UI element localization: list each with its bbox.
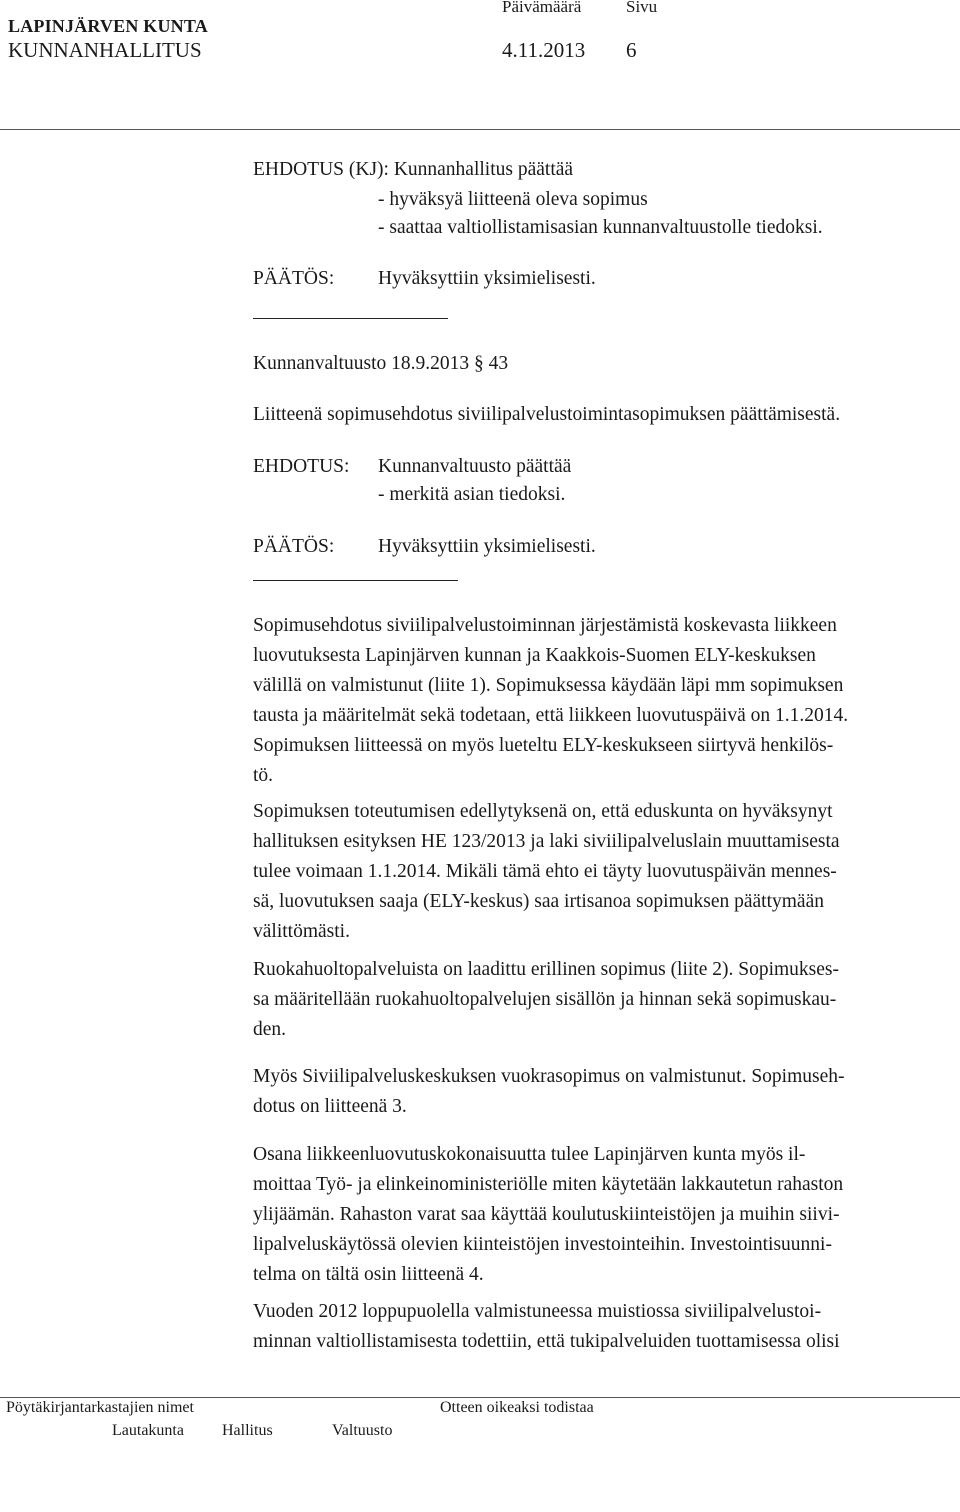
paragraph-lease [253,1062,945,1122]
paragraph-line: telma on tältä osin liitteenä 4. [253,1264,484,1285]
paragraph-line: Ruokahuoltopalveluista on laadittu erillinen sopimus (liite 2). Sopimukses- [253,959,840,980]
paragraph-line: luovutuksesta Lapinjärven kunnan ja Kaakkois-Suomen ELY-keskuksen [253,645,816,666]
paragraph-line: den. [253,1019,287,1040]
paragraph-line: välillä on valmistunut (liite 1). Sopimuksessa käydään läpi mm sopimuksen [253,675,844,696]
paragraph-fund [253,1140,945,1290]
body-label-lautakunta: Lautakunta [112,1422,184,1439]
paragraph-line: välittömästi. [253,921,350,942]
body-label-valtuusto: Valtuusto [332,1422,393,1439]
paragraph-line: lipalveluskäytössä olevien kiinteistöjen investointeihin. Investointisuunni- [253,1234,832,1255]
proposal-item: - saattaa valtiollistamisasian kunnanvaltuustolle tiedoksi. [378,217,823,238]
section-separator [253,318,448,319]
checkers-label: Pöytäkirjantarkastajien nimet [6,1399,194,1416]
paragraph-line: Myös Siviilipalveluskeskuksen vuokrasopimus on valmistunut. Sopimuseh- [253,1066,845,1087]
paragraph-line: dotus on liitteenä 3. [253,1096,407,1117]
footer-divider [0,1397,960,1398]
proposal-text: Kunnanvaltuusto päättää [378,456,572,477]
paragraph-line: Vuoden 2012 loppupuolella valmistuneessa muistiossa siviilipalvelustoi- [253,1301,822,1322]
paragraph-catering [253,955,945,1045]
paragraph-line: Sopimuksen toteutumisen edellytyksenä on, että eduskunta on hyväksynyt [253,801,833,822]
body-label-hallitus: Hallitus [222,1422,273,1439]
paragraph-line: hallituksen esityksen HE 123/2013 ja laki siviilipalveluslain muuttamisesta [253,831,840,852]
decision-label: PÄÄTÖS: [253,536,335,557]
paragraph-line: tausta ja määritelmät sekä todetaan, että liikkeen luovutuspäivä on 1.1.2014. [253,705,849,726]
decision-text: Hyväksyttiin yksimielisesti. [378,536,596,557]
section-separator [253,580,458,581]
paragraph-line: minnan valtiollistamisesta todettiin, että tukipalveluiden tuottamisessa olisi [253,1331,840,1352]
paragraph-conditions [253,797,945,947]
paragraph-line: Osana liikkeenluovutuskokonaisuutta tulee Lapinjärven kunta myös il- [253,1144,806,1165]
paragraph-line: ylijäämän. Rahaston varat saa käyttää koulutuskiinteistöjen ja muihin siivi- [253,1204,840,1225]
paragraph-memo [253,1297,945,1357]
decision-text: Hyväksyttiin yksimielisesti. [378,268,596,289]
paragraph-agreement [253,611,945,791]
page-label: Sivu [626,0,658,16]
paragraph-line: sä, luovutuksen saaja (ELY-keskus) saa irtisanoa sopimuksen päättymään [253,891,824,912]
org-name: LAPINJÄRVEN KUNTA [8,16,208,36]
department-name: KUNNANHALLITUS [8,38,202,62]
proposal-kj-label: EHDOTUS (KJ): Kunnanhallitus päättää [253,159,574,180]
paragraph-line: Sopimusehdotus siviilipalvelustoiminnan järjestämistä koskevasta liikkeen [253,615,837,636]
paragraph-line: sa määritellään ruokahuoltopalvelujen sisällön ja hinnan sekä sopimuskau- [253,989,837,1010]
decision-label: PÄÄTÖS: [253,268,335,289]
paragraph-line: moittaa Työ- ja elinkeinoministeriölle miten käytetään lakkautetun rahaston [253,1174,844,1195]
proposal-label: EHDOTUS: [253,456,350,477]
paragraph-line: Sopimuksen liitteessä on myös lueteltu ELY-keskukseen siirtyvä henkilös- [253,735,834,756]
council-reference: Kunnanvaltuusto 18.9.2013 § 43 [253,353,509,374]
paragraph-line: tulee voimaan 1.1.2014. Mikäli tämä ehto ei täyty luovutuspäivän mennes- [253,861,837,882]
paragraph-line: tö. [253,765,274,786]
certify-label: Otteen oikeaksi todistaa [440,1399,594,1416]
page-number: 6 [626,38,637,62]
date-label: Päivämäärä [502,0,582,16]
proposal-item: - hyväksyä liitteenä oleva sopimus [378,189,648,210]
attachment-note: Liitteenä sopimusehdotus siviilipalvelustoimintasopimuksen päättämisestä. [253,404,841,425]
document-date: 4.11.2013 [502,38,586,62]
proposal-item: - merkitä asian tiedoksi. [378,484,566,505]
header-divider [0,129,960,130]
